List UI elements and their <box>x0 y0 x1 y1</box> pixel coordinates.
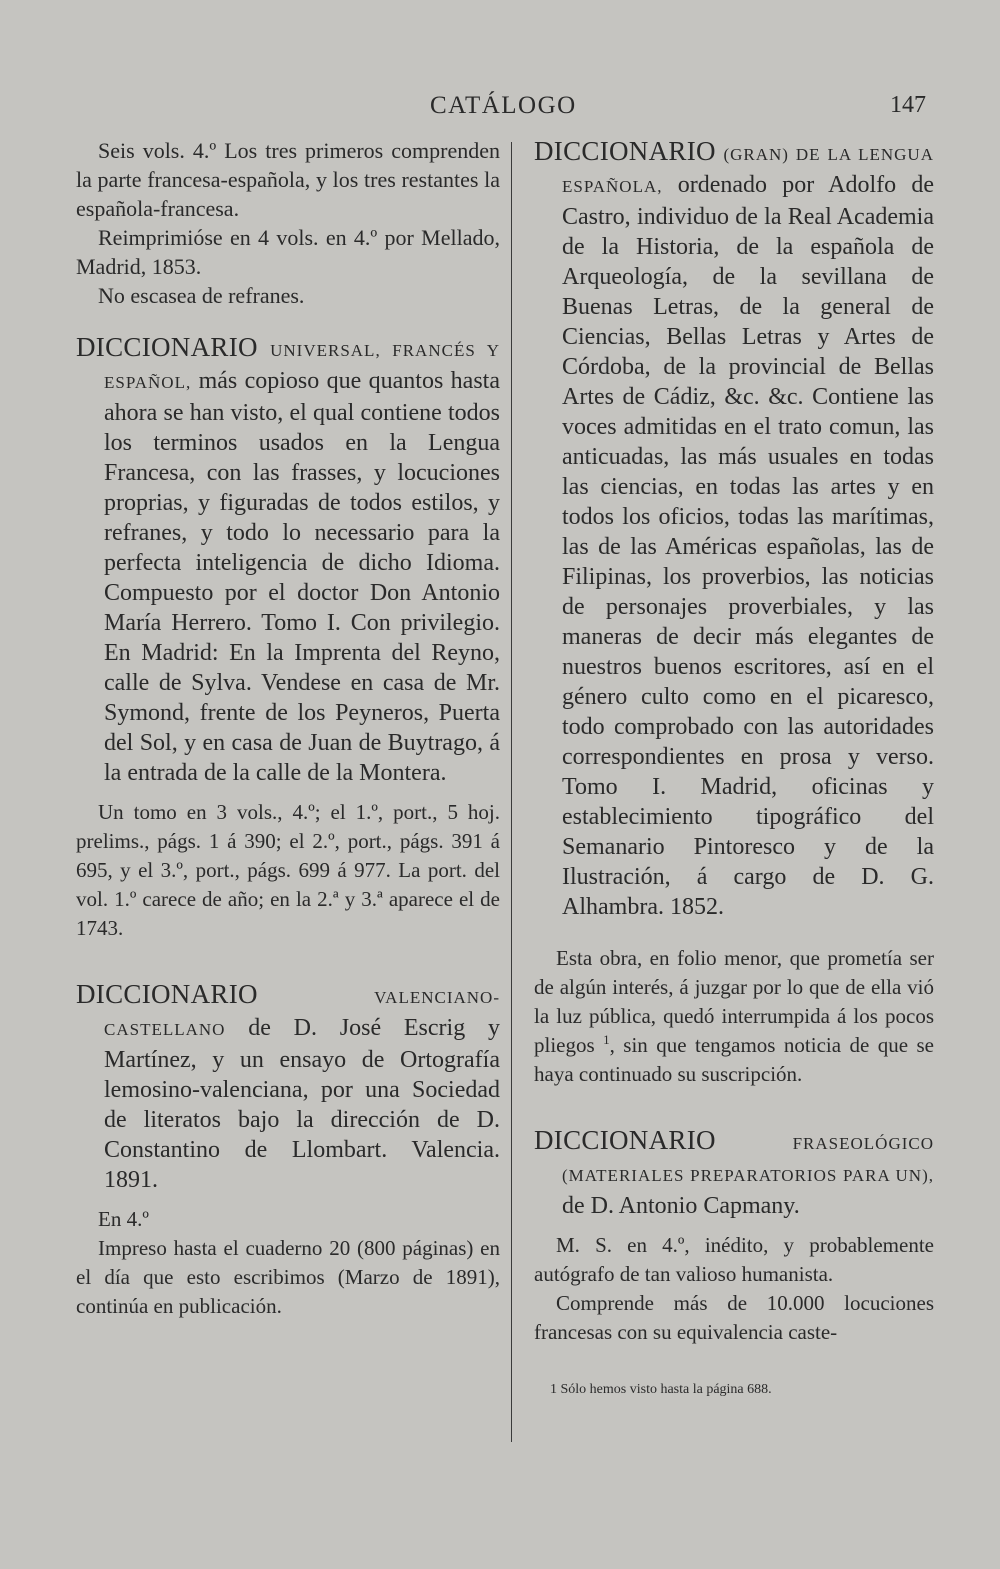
entry-diccionario-gran <box>534 136 934 922</box>
entry-note <box>534 944 934 1089</box>
entry-heading: DICCIONARIO <box>534 136 716 166</box>
entry-body: más copioso que quantos hasta ahora se han visto, el qual contiene todos los terminos usados en la Lengua Francesa, con las frasses, y locuciones proprias, y figuradas de todos estilos, y refranes, y todo lo necessario para la perfecta inteligencia de dicho Idioma. Compuesto por el doctor Don Antonio María Herrero. Tomo I. Con privilegio. En Madrid: En la Imprenta del Reyno, calle de Sylva. Vendese en casa de Mr. Symond, frente de los Peyneros, Puerta del Sol, y en casa de Juan de Buytrago, á la entrada de la calle de la Montera. <box>104 368 500 786</box>
entry-note-text: Esta obra, en folio menor, que prometía ser de algún interés, á juzgar por lo que de ella vió la luz pública, quedó interrumpida á los pocos pliegos <box>534 946 934 1057</box>
entry-diccionario-fraseologico <box>534 1125 934 1221</box>
entry-subheading: (GRAN) DE LA LENGUA ESPAÑOLA, <box>562 145 934 196</box>
footnote-marker: 1 <box>603 1032 610 1047</box>
running-head <box>0 92 1000 126</box>
entry-subheading: VALENCIANO-CASTELLANO <box>104 988 500 1039</box>
footnote: 1 Sólo hemos visto hasta la página 688. <box>550 1382 772 1397</box>
entry-note: Un tomo en 3 vols., 4.º; el 1.º, port., 5 hoj. prelims., págs. 1 á 390; el 2.º, port., págs. 391 á 695, y el 3.º, port., págs. 699 á 977. La port. del vol. 1.º carece de año; en la 2.ª y 3.ª aparece el de 1743. <box>76 800 500 940</box>
intro-paragraph-3: No escasea de refranes. <box>98 283 305 308</box>
left-column <box>76 136 500 1321</box>
entry-subheading: UNIVERSAL, FRANCÉS Y ESPAÑOL, <box>104 341 500 392</box>
entry-note-content: Comprende más de 10.000 locuciones francesas con su equivalencia caste- <box>534 1291 934 1344</box>
entry-subheading: FRASEOLÓGICO (MATERIALES PREPARATORIOS PARA UN), <box>562 1134 934 1185</box>
entry-note-publication: Impreso hasta el cuaderno 20 (800 páginas) en el día que esto escribimos (Marzo de 1891), continúa en publicación. <box>76 1236 500 1318</box>
entry-heading: DICCIONARIO <box>534 1125 716 1155</box>
entry-body: ordenado por Adolfo de Castro, individuo de la Real Academia de la Historia, de la española de Arqueología, de la sevillana de Buenas Letras, de la general de Ciencias, Bellas Letras y Artes de Córdoba, de la provincial de Bellas Artes de Cádiz, &c. &c. Contiene las voces admitidas en el trato comun, las anticuadas, las más usuales en todas las ciencias, en todas las artes y en todos los oficios, todas las marítimas, las de las Américas españolas, las de Filipinas, los proverbios, las noticias de personajes proverbiales, y las maneras de decir más elegantes de nuestros buenos escritores, así en el género culto como en el picaresco, todo comprobado con las autoridades correspondientes en prosa y verso. Tomo I. Madrid, oficinas y establecimiento tipográfico del Semanario Pintoresco y de la Ilustración, á cargo de D. G. Alhambra. 1852. <box>562 172 934 920</box>
entry-diccionario-valenciano <box>76 979 500 1195</box>
entry-body: de D. José Escrig y Martínez, y un ensayo de Ortografía lemosino-valenciana, por una Sociedad de literatos bajo la dirección de D. Constantino de Llombart. Valencia. 1891. <box>104 1015 500 1193</box>
entry-diccionario-universal <box>76 332 500 788</box>
intro-paragraph-2: Reimprimióse en 4 vols. en 4.º por Mellado, Madrid, 1853. <box>76 225 500 279</box>
page-number: 147 <box>890 92 926 118</box>
entry-note-manuscript: M. S. en 4.º, inédito, y probablemente autógrafo de tan valioso humanista. <box>534 1233 934 1286</box>
entry-heading: DICCIONARIO <box>76 332 258 362</box>
entry-note-text-end: , sin que tengamos noticia de que se haya continuado su suscripción. <box>534 1033 934 1086</box>
entry-heading: DICCIONARIO <box>76 979 258 1009</box>
running-title: CATÁLOGO <box>430 92 577 119</box>
entry-body: de D. Antonio Capmany. <box>562 1193 800 1219</box>
right-column <box>534 136 934 1413</box>
entry-note-format: En 4.º <box>98 1207 149 1231</box>
column-rule <box>511 142 512 1442</box>
intro-paragraph-1: Seis vols. 4.º Los tres primeros comprenden la parte francesa-española, y los tres restantes la española-francesa. <box>76 138 500 221</box>
